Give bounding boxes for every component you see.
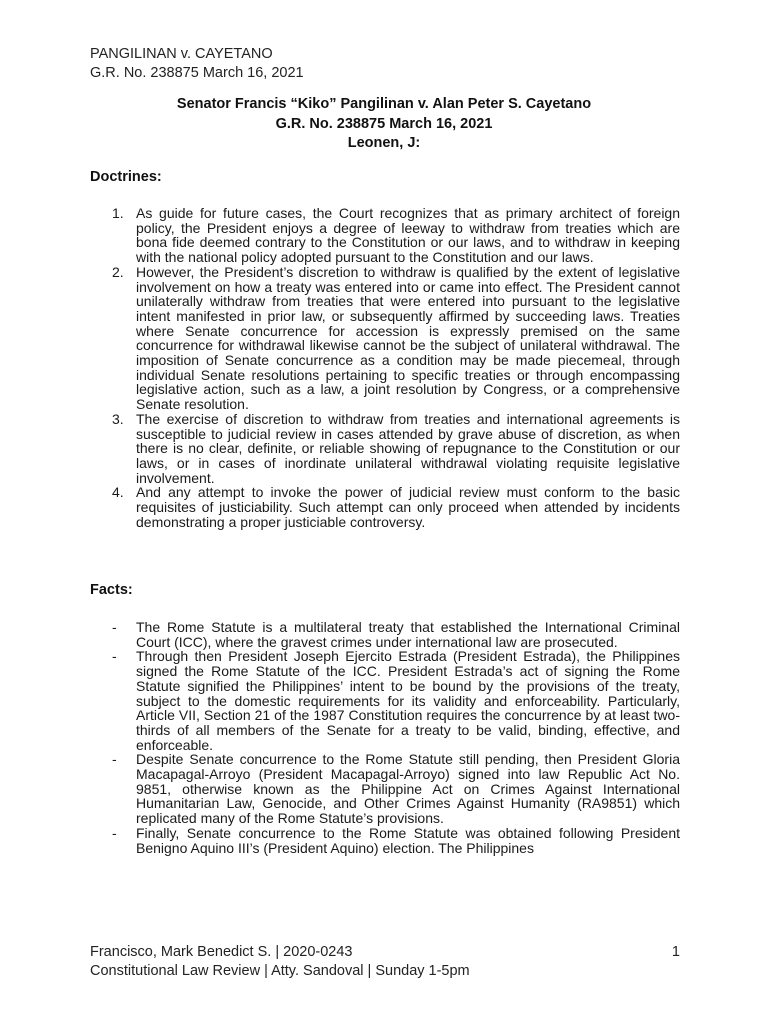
- doctrine-item: [90, 265, 680, 412]
- fact-text: The Rome Statute is a multilateral treaty that established the International Criminal Court (ICC), where the gravest crimes under international law are prosecuted.: [136, 619, 680, 650]
- fact-item: [90, 826, 680, 855]
- doctrine-text: The exercise of discretion to withdraw from treaties and international agreements is susceptible to judicial review in cases attended by grave abuse of discretion, as when there is no clear, definite, or reliable showing of repugnance to the Constitution or our laws, or in cases of inordinate unilateral withdrawal violating requisite legislative involvement.: [136, 410, 680, 486]
- fact-item: [90, 620, 680, 649]
- case-number: G.R. No. 238875 March 16, 2021: [275, 115, 493, 132]
- doctrine-text: However, the President’s discretion to withdraw is qualified by the extent of legislative involvement on how a treaty was entered into or came into effect. The President cannot unilaterally withdraw from treaties that were entered into pursuant to the legislative intent manifested in prior law, or subsequently affirmed by succeeding laws. Treaties where Senate concurrence for accession is expressly premised on the same concurrence for withdrawal likewise cannot be the subject of unilateral withdrawal. The imposition of Senate concurrence as a condition may be made piecemeal, through individual Senate resolutions pertaining to specific treaties or through encompassing legislative action, such as a law, a joint resolution by Congress, or a comprehensive Senate resolution.: [136, 263, 680, 413]
- fact-item: [90, 752, 680, 826]
- list-marker: -: [112, 824, 117, 841]
- ponente: Leonen, J:: [347, 135, 421, 151]
- page-number: 1: [671, 944, 680, 960]
- fact-item: [90, 649, 680, 752]
- header-case-number: G.R. No. 238875 March 16, 2021: [90, 65, 304, 81]
- list-marker: -: [112, 648, 117, 665]
- list-marker: 3.: [112, 410, 124, 427]
- doctrine-item: [90, 412, 680, 486]
- doctrine-item: [90, 485, 680, 529]
- list-marker: 1.: [112, 205, 124, 221]
- doctrine-text: As guide for future cases, the Court recognizes that as primary architect of foreign policy, the President enjoys a degree of leeway to withdraw from treaties which are bona fide deemed contrary to the Constitution or our laws, and to withdraw in keeping with the national policy adopted pursuant to the Constitution and our laws.: [136, 205, 680, 266]
- case-title: Senator Francis “Kiko” Pangilinan v. Alan Peter S. Cayetano: [176, 96, 592, 112]
- footer-course: Constitutional Law Review | Atty. Sandoval | Sunday 1-5pm: [90, 963, 470, 979]
- fact-text: Finally, Senate concurrence to the Rome Statute was obtained following President Benigno Aquino III’s (President Aquino) election. The Philippines: [136, 824, 680, 856]
- page-footer: [90, 943, 680, 981]
- footer-author: Francisco, Mark Benedict S. | 2020-0243: [90, 944, 353, 960]
- page-header: [90, 45, 304, 83]
- doctrines-list: [90, 206, 680, 529]
- header-case-name: PANGILINAN v. CAYETANO: [90, 46, 273, 62]
- fact-text: Despite Senate concurrence to the Rome Statute still pending, then President Gloria Macapagal-Arroyo (President Macapagal-Arroyo) signed into law Republic Act No. 9851, otherwise known as the Philippine Act on Crimes Against International Humanitarian Law, Genocide, and Other Crimes Against Humanity (RA9851) which replicated many of the Rome Statute’s provisions.: [136, 751, 680, 827]
- case-title-block: [0, 95, 768, 154]
- facts-heading: Facts:: [90, 582, 133, 598]
- list-marker: 2.: [112, 263, 124, 280]
- list-marker: -: [112, 751, 117, 768]
- doctrine-text: And any attempt to invoke the power of judicial review must conform to the basic requisites of justiciability. Such attempt can only proceed when attended by incidents demonstrating a proper justiciable controversy.: [136, 484, 680, 530]
- doctrines-heading: Doctrines:: [90, 169, 162, 185]
- doctrine-item: [90, 206, 680, 265]
- list-marker: 4.: [112, 484, 124, 501]
- fact-text: Through then President Joseph Ejercito Estrada (President Estrada), the Philippines signed the Rome Statute of the ICC. President Estrada’s act of signing the Rome Statute signified the Philippines’ intent to be bound by the provisions of the treaty, subject to the domestic requirements for its validity and enforceability. Particularly, Article VII, Section 21 of the 1987 Constitution requires the concurrence by at least two-thirds of all members of the Senate for a treaty to be valid, binding, effective, and enforceable.: [136, 648, 680, 753]
- list-marker: -: [112, 619, 117, 635]
- facts-list: [90, 620, 680, 855]
